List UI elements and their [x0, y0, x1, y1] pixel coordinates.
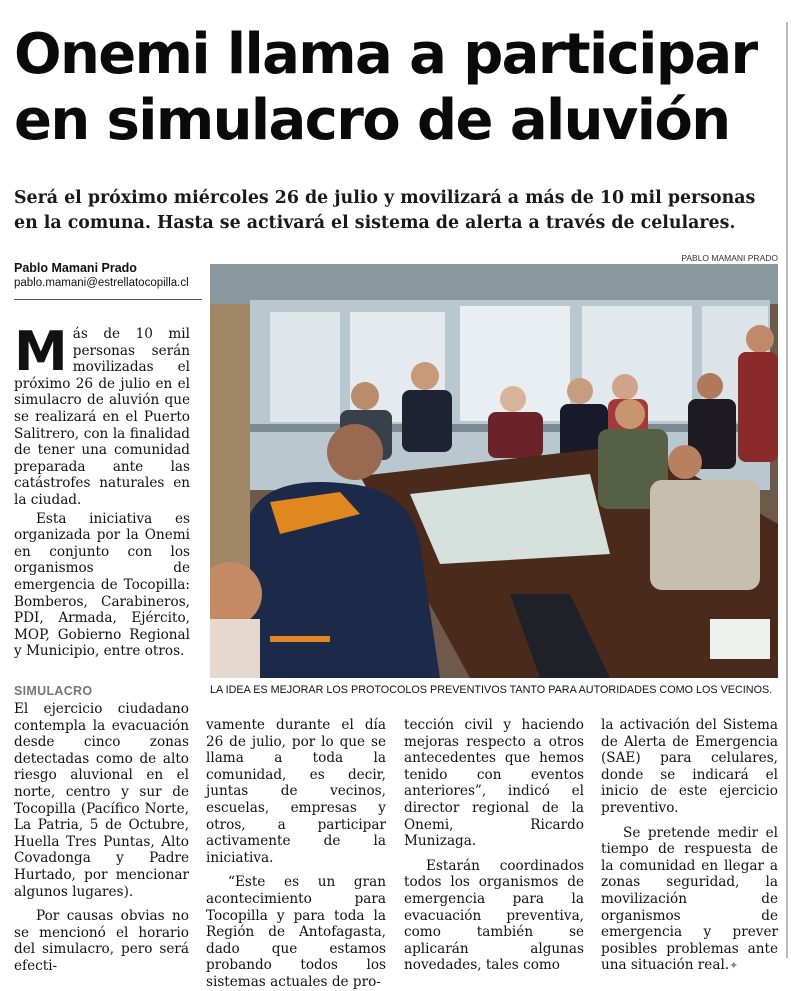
- meeting-photo: [210, 264, 778, 678]
- col4-paragraph-1: la activación del Sistema de Alerta de Emergencia (SAE) para celulares, donde se indicará el inicio de este ejercicio preventivo.: [601, 717, 778, 816]
- byline: [14, 260, 204, 300]
- body-column-4: [601, 717, 778, 975]
- body-column-2: [206, 717, 386, 991]
- article-end-icon: ✦: [729, 959, 739, 973]
- headline-line-2: en simulacro de aluvión: [14, 88, 730, 153]
- meeting-photo-illustration: [210, 264, 778, 678]
- drop-cap: M: [14, 320, 68, 383]
- byline-rule: [14, 299, 202, 300]
- intro-paragraph-1: Más de 10 mil personas serán movilizadas el próximo 26 de julio en el simulacro de aluvión que se realizará en el Puerto Salitrero, con la finalidad de tener una comunidad preparada ante las catástrofes naturales en la ciudad.: [14, 320, 190, 508]
- col2-paragraph-2: “Este es un gran acontecimiento para Tocopilla y para toda la Región de Antofagasta, dado que estamos probando todos los sistemas actuales de pro-: [206, 874, 386, 990]
- deck-subtitle: Será el próximo miércoles 26 de julio y movilizará a más de 10 mil personas en la comuna. Hasta se activará el sistema de alerta a través de celulares.: [14, 188, 756, 233]
- section-label-simulacro: SIMULACRO: [14, 684, 93, 698]
- headline-line-1: Onemi llama a participar: [14, 22, 757, 87]
- author-email: pablo.mamani@estrellatocopilla.cl: [14, 277, 189, 289]
- body-column-1: [14, 701, 189, 975]
- photo-caption: LA IDEA ES MEJORAR LOS PROTOCOLOS PREVENTIVOS TANTO PARA AUTORIDADES COMO LOS VECINOS.: [210, 684, 773, 696]
- intro-column: [14, 320, 190, 660]
- col4-paragraph-2: Se pretende medir el tiempo de respuesta de la comunidad en llegar a zonas seguridad, la movilización de organismos de emergencia y prever posibles problemas ante una situación real.✦: [601, 824, 778, 974]
- author-name: Pablo Mamani Prado: [14, 261, 137, 275]
- intro-paragraph-2: Esta iniciativa es organizada por la Onemi en conjunto con los organismos de emergencia de Tocopilla: Bomberos, Carabineros, PDI, Armada, Ejército, MOP, Gobierno Regional y Municipio, entre otros.: [14, 510, 190, 660]
- col1-paragraph-2: Por causas obvias no se mencionó el horario del simulacro, pero será efecti-: [14, 908, 189, 974]
- headline: [14, 22, 784, 154]
- photo-credit: PABLO MAMANI PRADO: [681, 253, 778, 263]
- page-edge-rule: [786, 22, 788, 958]
- col2-paragraph-1: vamente durante el día 26 de julio, por lo que se llama a toda la comunidad, es decir, juntas de vecinos, escuelas, empresas y otros, a participar activamente de la iniciativa.: [206, 717, 386, 866]
- col1-paragraph-1: El ejercicio ciudadano contempla la evacuación desde cinco zonas detectadas como de alto riesgo aluvional en el norte, centro y sur de Tocopilla (Pacífico Norte, La Patria, 5 de Octubre, Huella Tres Puntas, Alto Covadonga y Padre Hurtado, por mencionar algunos lugares).: [14, 701, 189, 900]
- col3-paragraph-1: tección civil y haciendo mejoras respecto a otros antecedentes que hemos tenido con eventos anteriores”, indicó el director regional de la Onemi, Ricardo Munizaga.: [404, 717, 584, 850]
- col3-paragraph-2: Estarán coordinados todos los organismos de emergencia para la evacuación preventiva, como también se aplicarán algunas novedades, tales como: [404, 857, 584, 974]
- body-column-3: [404, 717, 584, 974]
